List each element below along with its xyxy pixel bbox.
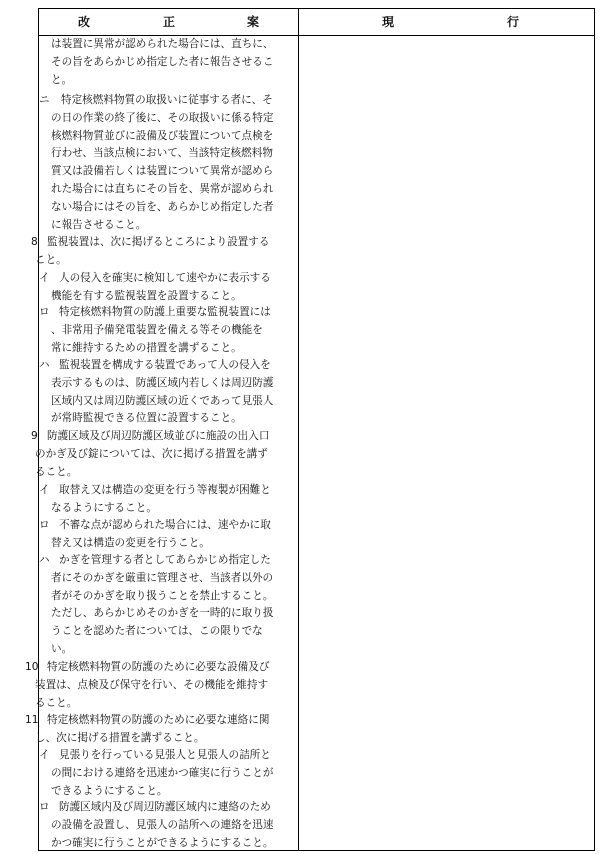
clause-line: なるようにすること。 bbox=[51, 501, 157, 514]
clause-line: できるようにすること。 bbox=[51, 784, 168, 797]
comparison-table bbox=[25, 8, 595, 851]
sub-item bbox=[39, 270, 271, 306]
clause-line: 行わせ、当該点検において、当該特定核燃料物 bbox=[51, 147, 273, 160]
clause-line: と。 bbox=[51, 73, 73, 86]
clause-line: は装置に異常が認められた場合には、直ちに、 bbox=[51, 38, 274, 50]
table-header bbox=[39, 9, 594, 36]
item-marker: ロ bbox=[39, 801, 50, 813]
article-item bbox=[31, 234, 269, 270]
current-header-char: 行 bbox=[507, 15, 520, 29]
clause-line: の日の作業の終了後に、その取扱いに係る特定 bbox=[51, 111, 274, 124]
clause-line: 不審な点が認められた場合には、速やかに取 bbox=[59, 519, 271, 531]
article-item bbox=[31, 428, 269, 481]
clause-line: ない場合にはその旨を、あらかじめ指定した者 bbox=[51, 200, 274, 213]
item-marker: 11 bbox=[25, 714, 39, 726]
clause-line: の間における連絡を迅速かつ確実に行うことが bbox=[51, 766, 274, 779]
sub-item bbox=[39, 482, 271, 518]
sub-item bbox=[39, 747, 273, 800]
item-marker: イ bbox=[39, 749, 50, 761]
amended-header-char: 案 bbox=[247, 15, 260, 29]
clause-line: 特定核燃料物質の防護のために必要な連絡に関 bbox=[47, 714, 270, 726]
item-marker: イ bbox=[39, 272, 50, 284]
item-marker: ハ bbox=[39, 359, 50, 371]
clause-line: ること。 bbox=[35, 465, 78, 478]
sub-item bbox=[39, 517, 271, 553]
article-item bbox=[25, 712, 269, 748]
amended-header-char: 改 bbox=[78, 15, 91, 29]
sub-item bbox=[39, 304, 271, 357]
clause-line: かつ確実に行うことができるようにすること。 bbox=[51, 836, 274, 849]
clause-line: うことを認めた者については、この限りでな bbox=[51, 625, 263, 638]
clause-line: 機能を有する監視装置を設置すること。 bbox=[51, 289, 242, 302]
article-item bbox=[25, 659, 269, 712]
item-marker: 10 bbox=[25, 661, 39, 673]
clause-line: に報告させること。 bbox=[51, 218, 147, 231]
item-marker: ロ bbox=[39, 306, 50, 318]
clause-line: い。 bbox=[51, 642, 73, 655]
clause-line: ただし、あらかじめそのかぎを一時的に取り扱 bbox=[51, 607, 274, 620]
clause-line: 常に維持するための措置を講ずること。 bbox=[51, 341, 242, 354]
item-marker: ニ bbox=[39, 94, 50, 106]
sub-item bbox=[39, 552, 273, 659]
clause-line: し、次に掲げる措置を講ずること。 bbox=[35, 731, 205, 744]
clause-line: 装置は、点検及び保守を行い、その機能を維持す bbox=[35, 678, 269, 691]
clause-line: 監視装置は、次に掲げるところにより設置する bbox=[47, 236, 270, 248]
clause-line: の設備を設置し、見張人の詰所への連絡を迅速 bbox=[51, 818, 274, 831]
clause-line: 者がそのかぎを取り扱うことを禁止すること。 bbox=[51, 589, 274, 602]
current-header-char: 現 bbox=[382, 15, 395, 29]
amended-header-char: 正 bbox=[163, 15, 176, 29]
sub-item bbox=[39, 357, 273, 428]
clause-line: 防護区域及び周辺防護区域並びに施設の出入口 bbox=[47, 430, 270, 442]
clause-line: かぎを管理する者としてあらかじめ指定した bbox=[59, 554, 271, 566]
clause-line: が常時監視できる位置に設置すること。 bbox=[51, 412, 242, 425]
item-marker: ロ bbox=[39, 519, 50, 531]
clause-line: 特定核燃料物質の取扱いに従事する者に、そ bbox=[61, 94, 273, 106]
item-marker: ハ bbox=[39, 554, 50, 566]
clause-line: 防護区域内及び周辺防護区域内に連絡のため bbox=[59, 801, 271, 813]
item-marker: 9 bbox=[31, 430, 38, 442]
clause-line: 区域内又は周辺防護区域の近くであって見張人 bbox=[51, 394, 274, 407]
clause-line: 特定核燃料物質の防護上重要な監視装置には bbox=[59, 306, 271, 318]
item-marker: 8 bbox=[31, 236, 38, 248]
clause-line: 人の侵入を確実に検知して速やかに表示する bbox=[59, 272, 271, 284]
clause-line: ること。 bbox=[35, 696, 78, 709]
clause-line: 者にそのかぎを厳重に管理させ、当該者以外の bbox=[51, 571, 274, 584]
sub-item bbox=[39, 799, 273, 852]
clause-line: その旨をあらかじめ指定した者に報告させるこ bbox=[51, 55, 274, 68]
sub-item bbox=[39, 92, 273, 234]
clause-line: 特定核燃料物質の防護のために必要な設備及び bbox=[47, 661, 270, 673]
current-column bbox=[299, 36, 594, 850]
item-marker: イ bbox=[39, 484, 50, 496]
clause-line: こと。 bbox=[35, 253, 67, 266]
clause-line: れた場合には直ちにその旨を、異常が認められ bbox=[51, 182, 274, 195]
clause-line: 替え又は構造の変更を行うこと。 bbox=[51, 536, 210, 549]
clause-line: のかぎ及び錠については、次に掲げる措置を講ず bbox=[35, 447, 268, 460]
clause-line: 核燃料物質並びに設備及び装置について点検を bbox=[51, 129, 274, 142]
clause-line: 表示するものは、防護区域内若しくは周辺防護 bbox=[51, 376, 274, 389]
clause-line: 質又は設備若しくは装置について異常が認めら bbox=[51, 165, 274, 178]
clause-line: 、非常用予備発電装置を備える等その機能を bbox=[51, 323, 263, 336]
clause-line: 見張りを行っている見張人と見張人の詰所と bbox=[59, 749, 271, 761]
clause-continuation bbox=[51, 36, 273, 89]
clause-line: 監視装置を構成する装置であって人の侵入を bbox=[59, 359, 271, 371]
clause-line: 取替え又は構造の変更を行う等複製が困難と bbox=[59, 484, 271, 496]
